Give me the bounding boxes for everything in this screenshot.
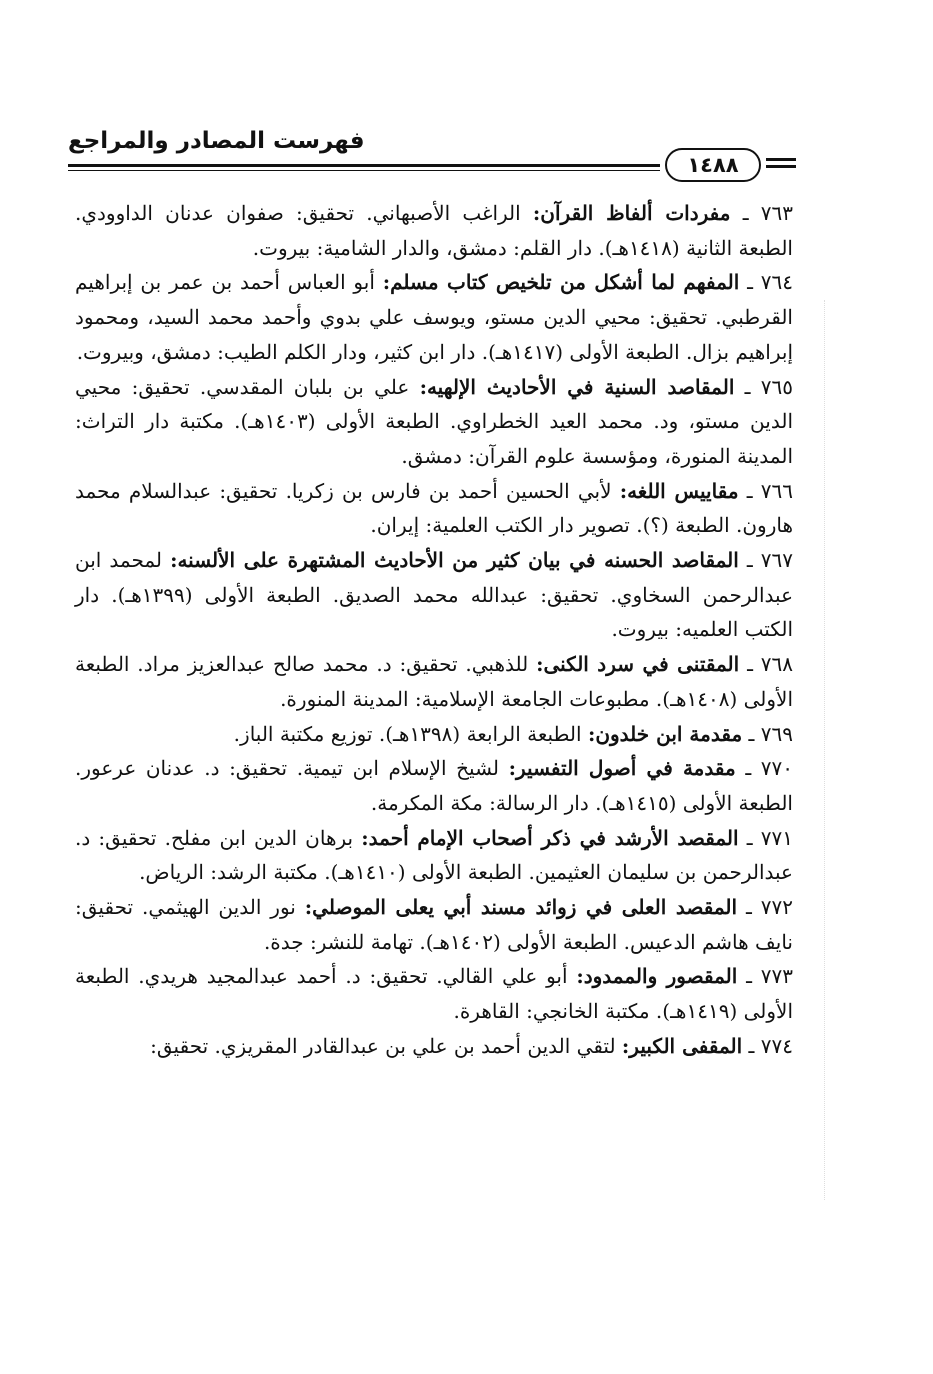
reference-entry xyxy=(75,196,793,265)
entry-number: ٧٧١ ـ xyxy=(746,825,794,850)
reference-entry xyxy=(75,474,793,543)
entry-title: مقاييس اللغه: xyxy=(619,478,739,503)
entry-title: المقفى الكبير: xyxy=(621,1033,743,1058)
entry-title: مفردات ألفاظ القرآن: xyxy=(532,201,731,225)
entry-title: مقدمة في أصول التفسير: xyxy=(508,756,736,781)
entry-details: الراغب الأصبهاني. تحقيق: صفوان عدنان الداوودي. الطبعة الثانية (١٤١٨هـ). دار القلم: دمشق، والدار الشامية: بيروت. xyxy=(75,201,793,260)
entry-title: المقاصد السنية في الأحاديث الإلهيه: xyxy=(419,374,735,399)
entry-number: ٧٦٩ ـ xyxy=(748,721,793,746)
entry-number: ٧٧٤ ـ xyxy=(748,1033,793,1058)
page-number-bar-bottom xyxy=(766,165,796,168)
entry-details: الطبعة الرابعة (١٣٩٨هـ). توزيع مكتبة الباز. xyxy=(233,721,588,746)
entry-title: المقتنى في سرد الكنى: xyxy=(536,652,740,677)
reference-entry xyxy=(75,1029,793,1064)
page-number: ١٤٨٨ xyxy=(665,148,761,182)
reference-entry xyxy=(75,890,793,959)
entry-details: نور الدين الهيثمي. تحقيق: نايف هاشم الدعيس. الطبعة الأولى (١٤٠٢هـ). تهامة للنشر: جدة. xyxy=(75,895,793,954)
entry-title: المقاصد الحسنه في بيان كثير من الأحاديث المشتهرة على الألسنه: xyxy=(170,548,739,573)
reference-entry xyxy=(75,265,793,369)
reference-entry xyxy=(75,717,793,752)
page-header xyxy=(68,124,796,184)
entry-number: ٧٦٥ ـ xyxy=(744,374,794,399)
reference-entry xyxy=(75,370,793,474)
entry-number: ٧٦٧ ـ xyxy=(746,548,793,573)
entry-title: المقصد العلى في زوائد مسند أبي يعلى الموصلي: xyxy=(304,895,738,920)
entry-number: ٧٦٨ ـ xyxy=(747,652,793,677)
entry-details: للذهبي. تحقيق: د. محمد صالح عبدالعزيز مراد. الطبعة الأولى (١٤٠٨هـ). مطبوعات الجامعة الإسلامية: المدينة المنورة. xyxy=(75,652,793,711)
entry-details: لتقي الدين أحمد بن علي بن عبدالقادر المقريزي. تحقيق: xyxy=(150,1033,622,1058)
entry-details: أبو علي القالي. تحقيق: د. أحمد عبدالمجيد هريدي. الطبعة الأولى (١٤١٩هـ). مكتبة الخانجي: القاهرة. xyxy=(75,964,793,1024)
reference-entry xyxy=(75,543,793,647)
entry-title: المقصد الأرشد في ذكر أصحاب الإمام أحمد: xyxy=(361,825,739,850)
entry-number: ٧٧٠ ـ xyxy=(745,756,793,781)
entry-title: المفهم لما أشكل من تلخيص كتاب مسلم: xyxy=(382,270,740,295)
entry-title: المقصور والممدود: xyxy=(576,964,738,989)
entry-number: ٧٦٣ ـ xyxy=(742,201,794,225)
entry-number: ٧٦٦ ـ xyxy=(746,478,793,503)
reference-entry xyxy=(75,821,793,890)
entry-details: علي بن بلبان المقدسي. تحقيق: محيي الدين مستو، ود. محمد العيد الخطراوي. الطبعة الأولى (١٤٠٣هـ). مكتبة دار التراث: المدينة المنورة، ومؤسسة علوم القرآن: دمشق. xyxy=(75,374,793,468)
reference-entry xyxy=(75,751,793,820)
entry-number: ٧٦٤ ـ xyxy=(747,270,794,295)
references-list xyxy=(75,196,793,1064)
running-title: فهرست المصادر والمراجع xyxy=(68,128,365,154)
page-number-bar-top xyxy=(766,158,796,161)
entry-number: ٧٧٢ ـ xyxy=(745,895,793,920)
scan-margin-mark xyxy=(824,300,827,1200)
header-rule-thin xyxy=(68,170,660,171)
header-rule-thick xyxy=(68,164,660,167)
entry-details: برهان الدين ابن مفلح. تحقيق: د. عبدالرحمن بن سليمان العثيمين. الطبعة الأولى (١٤١٠هـ). مكتبة الرشد: الرياض. xyxy=(75,825,793,885)
entry-details: لشيخ الإسلام ابن تيمية. تحقيق: د. عدنان عرعور. الطبعة الأولى (١٤١٥هـ). دار الرسالة: مكة المكرمة. xyxy=(75,756,793,815)
entry-details: أبو العباس أحمد بن عمر بن إبراهيم القرطبي. تحقيق: محيي الدين مستو، ويوسف علي بدوي وأحمد محمد السيد، ومحمود إبراهيم بزال. الطبعة الأولى (١٤١٧هـ). دار ابن كثير، ودار الكلم الطيب: دمشق، وبيروت. xyxy=(75,270,793,364)
entry-details: لمحمد ابن عبدالرحمن السخاوي. تحقيق: عبدالله محمد الصديق. الطبعة الأولى (١٣٩٩هـ). دار الكتب العلميه: بيروت. xyxy=(75,548,794,642)
entry-title: مقدمة ابن خلدون: xyxy=(587,721,743,746)
reference-entry xyxy=(75,959,793,1028)
entry-number: ٧٧٣ ـ xyxy=(746,964,793,989)
entry-details: لأبي الحسين أحمد بن فارس بن زكريا. تحقيق: عبدالسلام محمد هارون. الطبعة (؟). تصوير دار الكتب العلمية: إيران. xyxy=(75,478,793,538)
reference-entry xyxy=(75,647,793,716)
